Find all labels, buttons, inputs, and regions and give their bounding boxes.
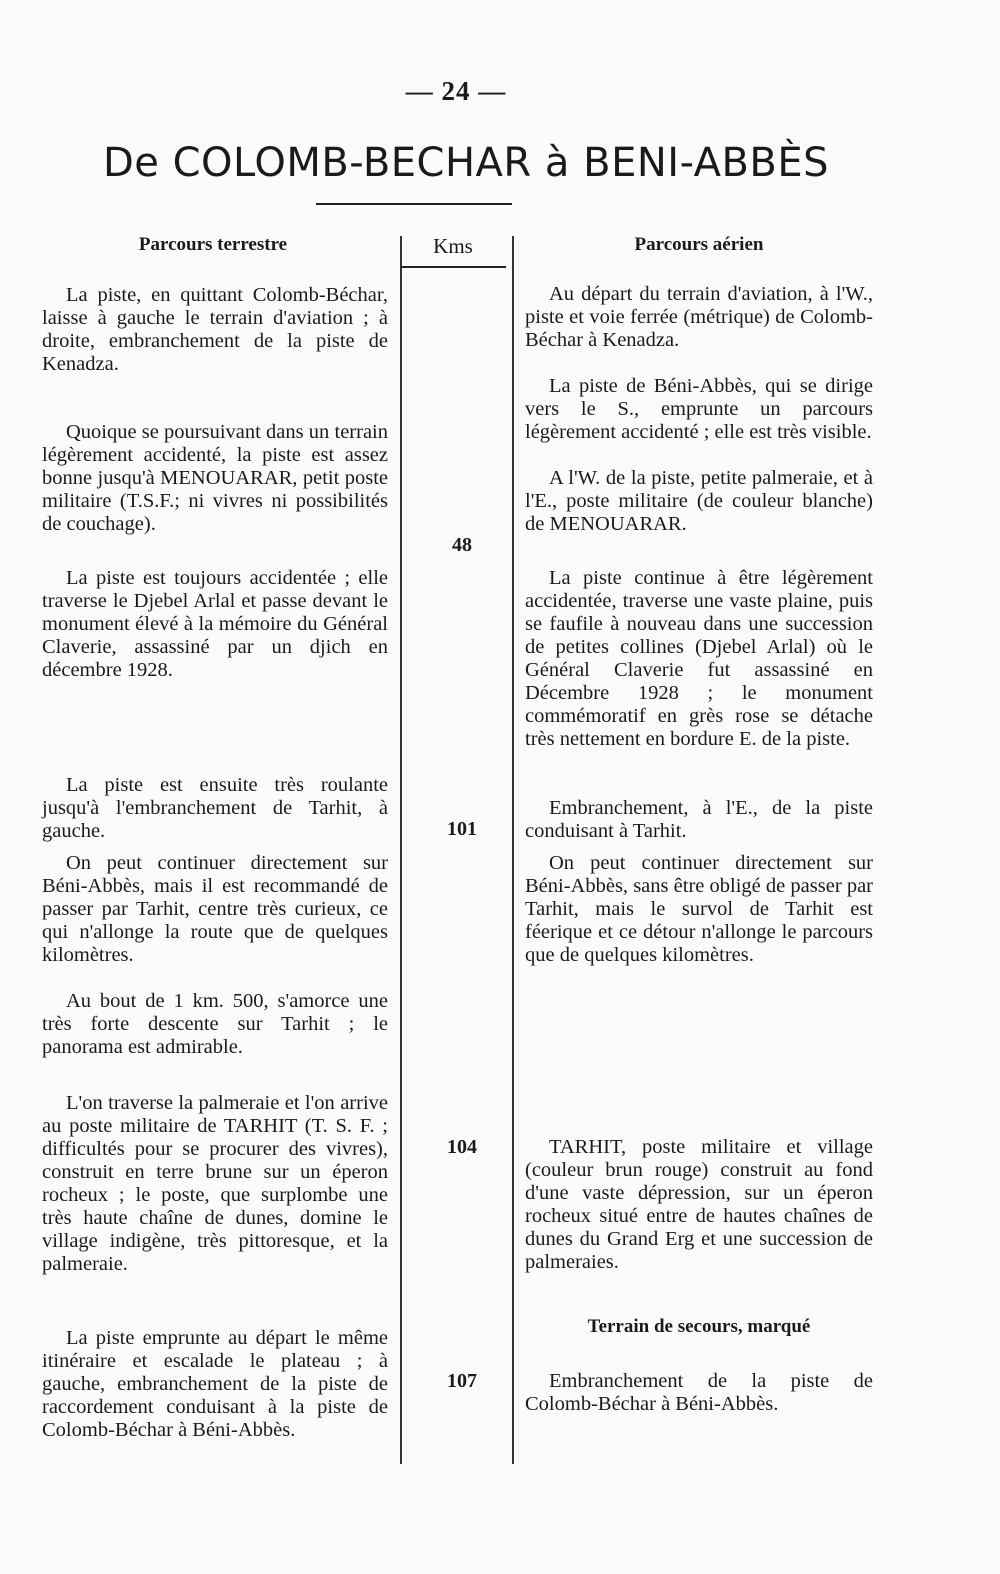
column-header-land-route: Parcours terrestre [138, 234, 288, 255]
column-header-kms: Kms [433, 234, 473, 258]
column-divider-right [512, 236, 514, 1464]
land-paragraph-6: Au bout de 1 km. 500, s'amorce une très forte descente sur Tarhit ; le panorama est admirable. [42, 990, 388, 1058]
air-paragraph-5: Embranchement, à l'E., de la piste conduisant à Tarhit. [525, 797, 873, 842]
km-marker-48: 48 [452, 534, 472, 556]
land-paragraph-5: On peut continuer directement sur Béni-Abbès, mais il est recommandé de passer par Tarhit, centre très curieux, ce qui n'allonge la route que de quelques kilomètres. [42, 852, 388, 966]
land-paragraph-2: Quoique se poursuivant dans un terrain légèrement accidenté, la piste est assez bonne jusqu'à MENOUARAR, petit poste militaire (T.S.F.; ni vivres ni possibilités de couchage). [42, 421, 388, 535]
km-marker-104: 104 [447, 1136, 477, 1158]
title-underline [316, 203, 512, 205]
column-divider-left [400, 236, 402, 1464]
kms-header-rule [402, 266, 506, 268]
column-header-air-route: Parcours aérien [634, 234, 764, 255]
air-paragraph-2: La piste de Béni-Abbès, qui se dirige vers le S., emprunte un parcours légèrement accidenté ; elle est très visible. [525, 375, 873, 443]
air-paragraph-1: Au départ du terrain d'aviation, à l'W., piste et voie ferrée (métrique) de Colomb-Béchar à Kenadza. [525, 283, 873, 351]
emergency-field-heading: Terrain de secours, marqué [587, 1316, 811, 1337]
land-paragraph-8: La piste emprunte au départ le même itinéraire et escalade le plateau ; à gauche, embranchement de la piste de raccordement conduisant à la piste de Colomb-Béchar à Béni-Abbès. [42, 1327, 388, 1441]
land-paragraph-1: La piste, en quittant Colomb-Béchar, laisse à gauche le terrain d'aviation ; à droite, embranchement de la piste de Kenadza. [42, 284, 388, 375]
air-paragraph-4: La piste continue à être légèrement accidentée, traverse une vaste plaine, puis se faufile à nouveau dans une succession de petites collines (Djebel Arlal) où le Général Claverie fut assassiné en Décembre 1928 ; le monument commémoratif en grès rose se détache très nettement en bordure E. de la piste. [525, 567, 873, 750]
air-paragraph-7: TARHIT, poste militaire et village (couleur brun rouge) construit au fond d'une vaste dépression, sur un éperon rocheux situé entre de hautes chaînes de dunes du Grand Erg et une succession de palmeraies. [525, 1136, 873, 1273]
km-marker-107: 107 [447, 1370, 477, 1392]
air-paragraph-8: Embranchement de la piste de Colomb-Béchar à Béni-Abbès. [525, 1370, 873, 1415]
page-title: De COLOMB-BECHAR à BENI-ABBÈS [102, 140, 830, 186]
air-paragraph-3: A l'W. de la piste, petite palmeraie, et à l'E., poste militaire (de couleur blanche) de MENOUARAR. [525, 467, 873, 535]
land-paragraph-7: L'on traverse la palmeraie et l'on arrive au poste militaire de TARHIT (T. S. F. ; difficultés pour se procurer des vivres), construit en terre brune sur un éperon rocheux ; le poste, que surplombe une très haute chaîne de dunes, domine le village indigène, très pittoresque, et la palmeraie. [42, 1092, 388, 1275]
page-number: — 24 — [405, 76, 507, 106]
air-paragraph-6: On peut continuer directement sur Béni-Abbès, sans être obligé de passer par Tarhit, mais le survol de Tarhit est féerique et ce détour n'allonge le parcours que de quelques kilomètres. [525, 852, 873, 966]
land-paragraph-4: La piste est ensuite très roulante jusqu'à l'embranchement de Tarhit, à gauche. [42, 774, 388, 842]
km-marker-101: 101 [447, 818, 477, 840]
land-paragraph-3: La piste est toujours accidentée ; elle traverse le Djebel Arlal et passe devant le monument élevé à la mémoire du Général Claverie, assassiné par un djich en décembre 1928. [42, 567, 388, 681]
